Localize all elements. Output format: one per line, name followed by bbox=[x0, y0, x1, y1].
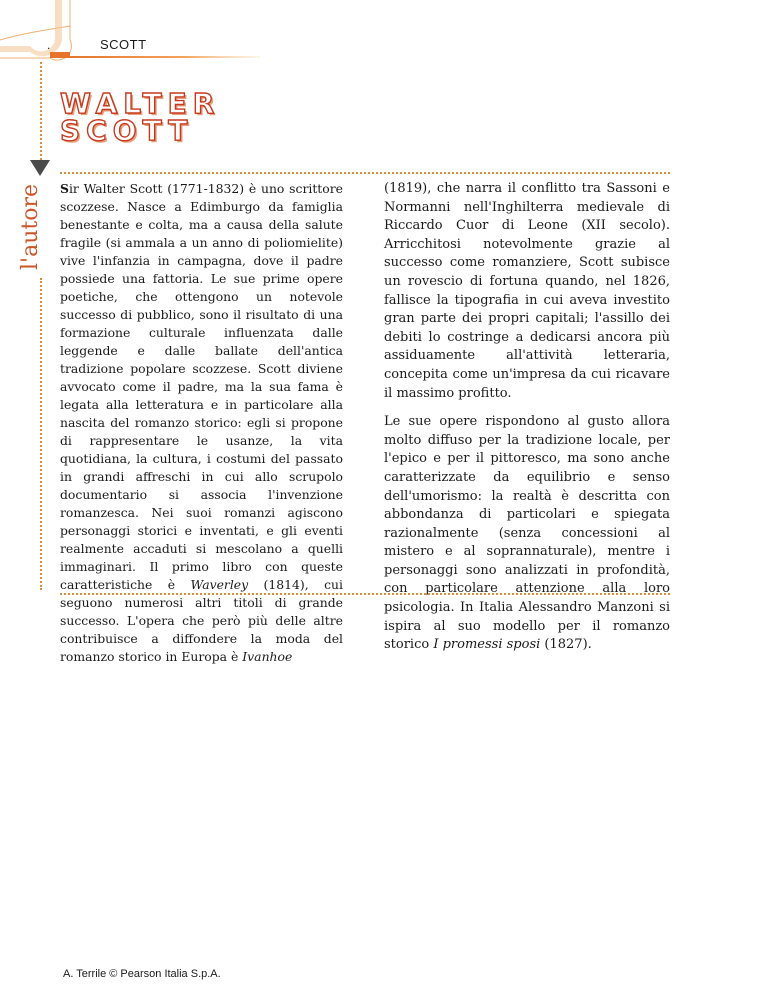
book-title-promessi-sposi: I promessi sposi bbox=[433, 637, 541, 653]
title-line-1: WALTER bbox=[60, 87, 221, 120]
book-title-ivanhoe: Ivanhoe bbox=[242, 649, 293, 664]
paragraph: Sir Walter Scott (1771-1832) è uno scrittore scozzese. Nasce a Edimburgo da famiglia benestante e colta, ma a causa della salute fragile (si ammala a un anno di poliomielite) vive l'infanzia in campagna, dove il padre possiede una fattoria. Le sue prime opere poetiche, che ottengono un notevole successo di pubblico, sono il risultato di una formazione culturale influenzata dalle leggende e dalle ballate dell'antica tradizione popolare scozzese. Scott diviene avvocato come il padre, ma la sua fama è legata alla letteratura e in particolare alla nascita del romanzo storico: egli si propone di rappresentare le usanze, la vita quotidiana, la cultura, i costumi del passato in grandi affreschi in cui allo scrupolo documentario si associa l'invenzione romanzesca. Nei suoi romanzi agiscono personaggi storici e inventati, e gli eventi realmente accaduti si mescolano a quelli immaginari. Il primo libro con queste caratteristiche è Waverley (1814), cui seguono numerosi altri titoli di grande successo. L'opera che però più delle altre contribuisce a diffondere la moda del romanzo storico in Europa è Ivanhoe bbox=[60, 181, 343, 664]
dotted-divider-top bbox=[60, 172, 670, 174]
side-section-label: l'autore bbox=[18, 184, 43, 270]
header-decoration bbox=[0, 0, 260, 70]
book-title-waverley: Waverley bbox=[190, 577, 249, 592]
left-dotted-rule-bottom bbox=[40, 278, 42, 590]
dotted-divider-bottom bbox=[60, 593, 670, 595]
header-bullet: . bbox=[47, 38, 51, 52]
running-head: SCOTT bbox=[100, 37, 147, 52]
page-title bbox=[60, 87, 360, 147]
footer-copyright: A. Terrile © Pearson Italia S.p.A. bbox=[63, 968, 221, 980]
drop-letter: S bbox=[60, 181, 69, 196]
title-line-2: SCOTT bbox=[60, 114, 194, 147]
left-column bbox=[60, 180, 343, 676]
paragraph: (1819), che narra il conflitto tra Sassoni e Normanni nell'Inghilterra medievale di Riccardo Cuor di Leone (XII secolo). Arricchitosi notevolmente grazie al successo come romanziere, Scott subisce un rovescio di fortuna quando, nel 1826, fallisce la tipografia in cui aveva investito gran parte dei propri capitali; l'assillo dei debiti lo costringe a dedicarsi ancora più assiduamente all'attività letteraria, concepita come un'impresa da cui ricavare il massimo profitto. bbox=[384, 181, 670, 401]
paragraph: Le sue opere rispondono al gusto allora molto diffuso per la tradizione locale, per l'epico e per il pittoresco, ma sono anche caratterizzate da equilibrio e senso dell'umorismo: la realtà è descritta con abbondanza di particolari e spiegata razionalmente (senza concessioni al mistero e al soprannaturale), mentre i personaggi sono analizzati in profondità, con particolare attenzione alla loro psicologia. In Italia Alessandro Manzoni si ispira al suo modello per il romanzo storico I promessi sposi (1827). bbox=[384, 414, 670, 653]
